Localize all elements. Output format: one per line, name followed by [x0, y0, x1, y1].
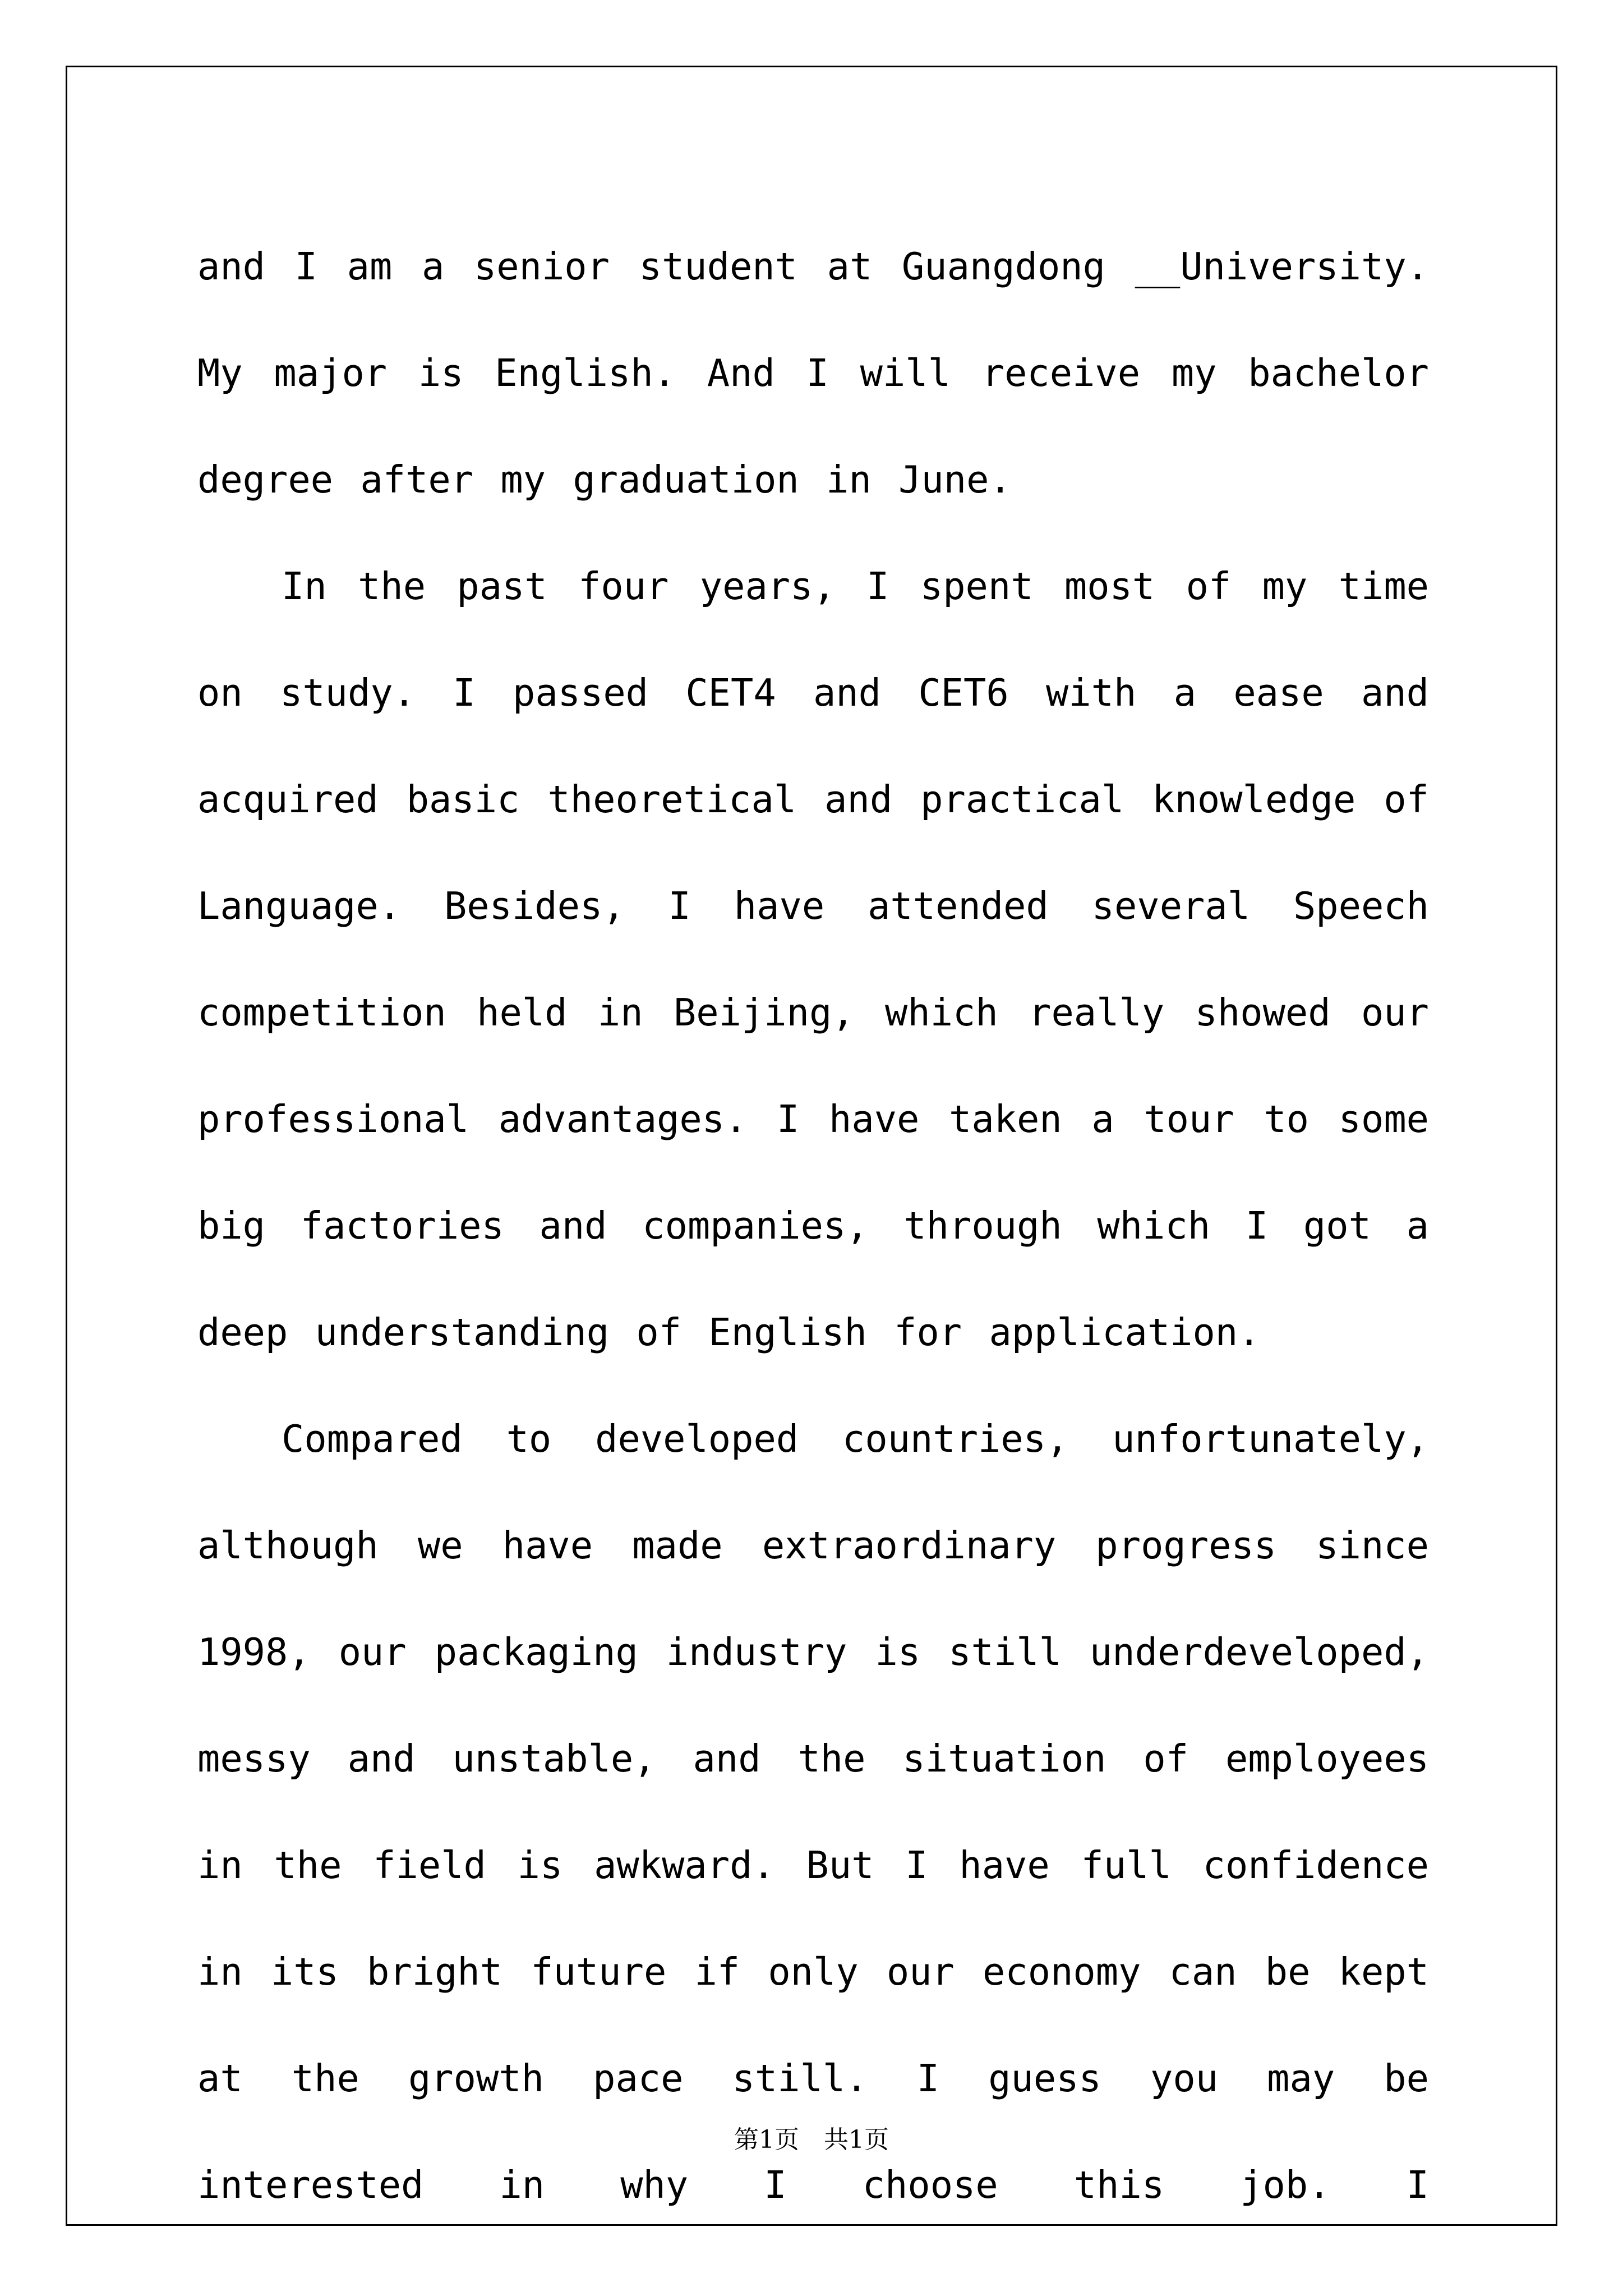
paragraph-industry: Compared to developed countries, unfortunately, although we have made extraordinary progress since 1998, our packaging industry is still underdeveloped, messy and unstable, and the situation of employees in the field is awkward. But I have full confidence in its bright future if only our economy can be kept at the growth pace still. I guess you may be interested in why I choose this job. I [197, 1417, 1429, 2207]
paragraph-intro: and I am a senior student at Guangdong __University. My major is English. And I will receive my bachelor degree after my graduation in June. [197, 245, 1429, 501]
page-footer: 第1页 共1页 [734, 2125, 889, 2154]
paragraph-study: In the past four years, I spent most of my time on study. I passed CET4 and CET6 with a ease and acquired basic theoretical and practical knowledge of Language. Besides, I have attended several Speech competition held in Beijing, which really showed our professional advantages. I have taken a tour to some big factories and companies, through which I got a deep understanding of English for application. [197, 564, 1429, 1354]
document-body [197, 213, 1429, 2238]
